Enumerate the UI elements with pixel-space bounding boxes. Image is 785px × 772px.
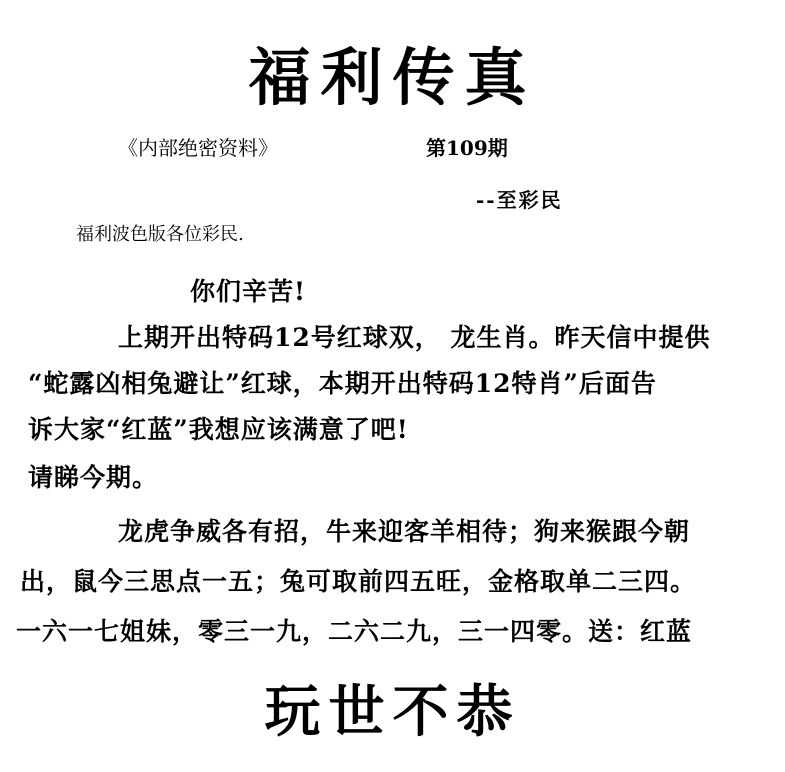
signature: --至彩民 — [476, 188, 563, 212]
document-title: 福利传真 — [248, 41, 537, 114]
issue-number: 第109期 — [426, 136, 508, 160]
letter-line: 上期开出特码12号红球双， 龙生肖。昨天信中提供 — [118, 323, 711, 352]
source-label: 《内部绝密资料》 — [118, 136, 278, 160]
letter-line: “蛇露凶相兔避让”红球，本期开出特码12特肖”后面告 — [28, 369, 657, 398]
letter-line: 出，鼠今三思点一五；兔可取前四五旺，金格取单二三四。 — [20, 567, 697, 596]
letter-line: 龙虎争威各有招，牛来迎客羊相待；狗来猴跟今朝 — [118, 517, 691, 546]
letter-line: 诉大家“红蓝”我想应该满意了吧! — [28, 415, 409, 444]
letter-line: 一六一七姐妹，零三一九，二六二九，三一四零。送：红蓝 — [16, 617, 693, 646]
letter-line: 请睇今期。 — [28, 463, 159, 492]
greeting: 你们辛苦! — [190, 277, 306, 306]
footer-slogan: 玩世不恭 — [264, 679, 521, 745]
salutation: 福利波色版各位彩民. — [76, 224, 244, 245]
